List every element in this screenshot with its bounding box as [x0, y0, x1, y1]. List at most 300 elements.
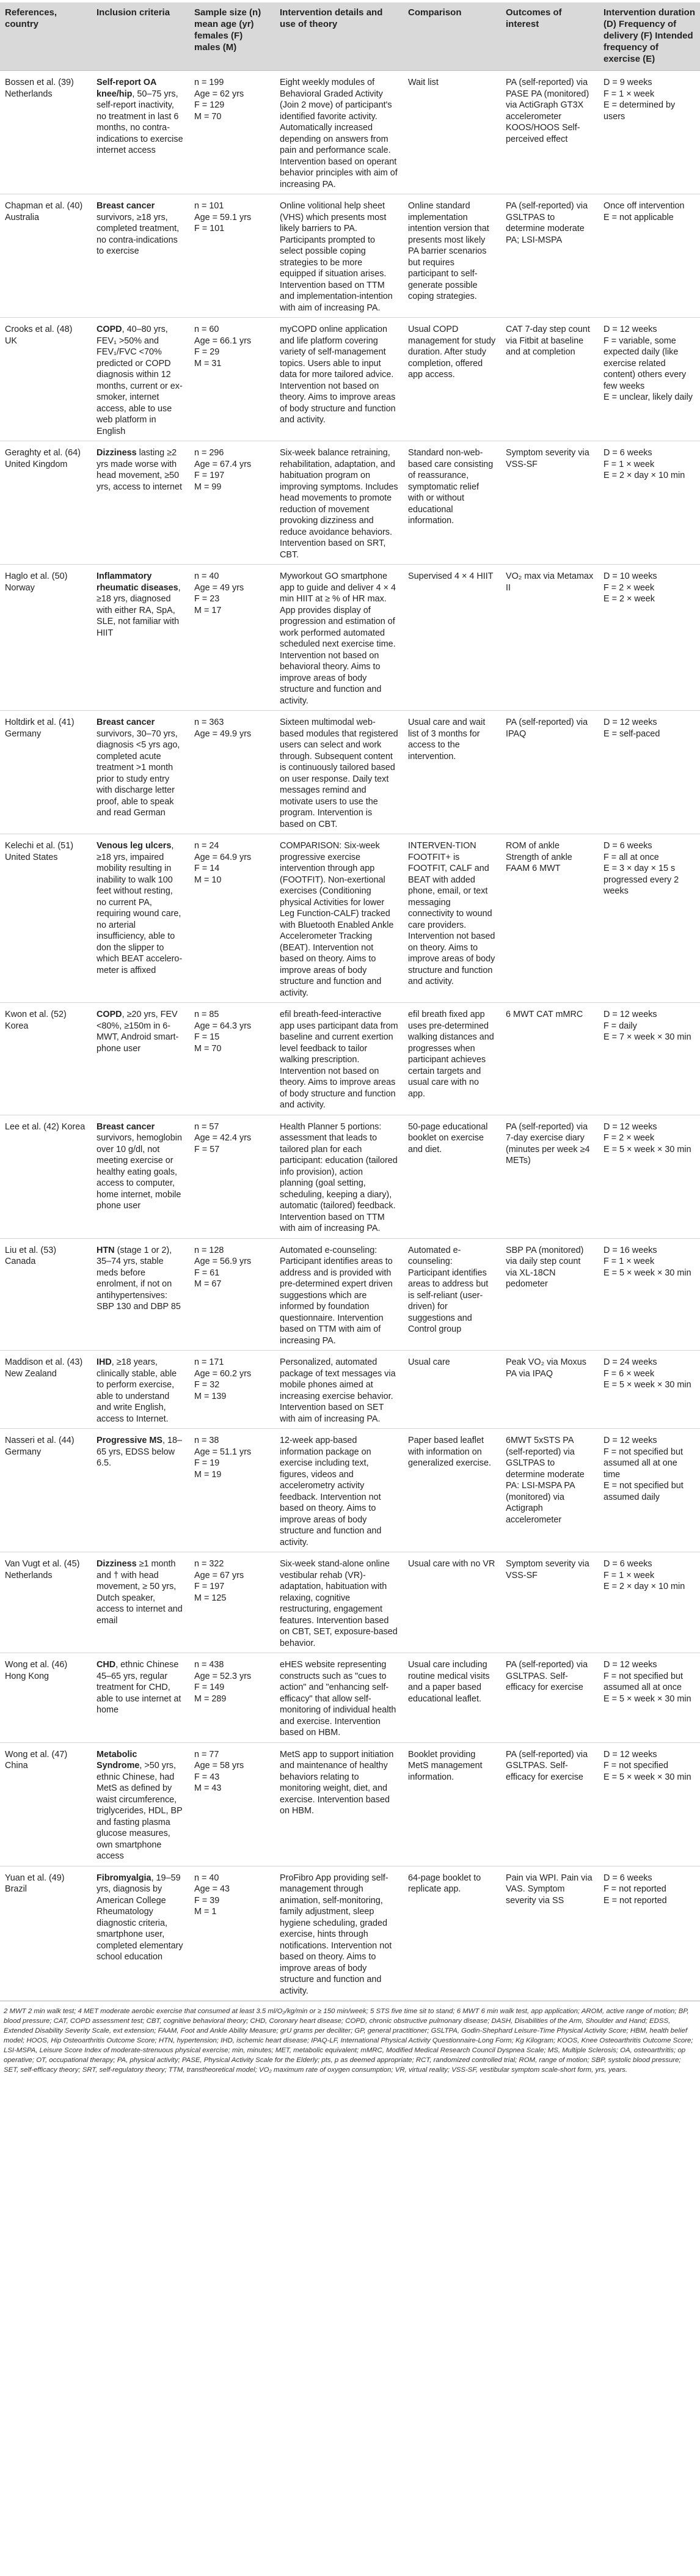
- reference-text: Haglo et al. (50) Norway: [5, 571, 68, 593]
- table-row: [0, 1429, 700, 1552]
- inclusion-criteria-cell: [92, 1003, 189, 1115]
- reference-cell: [0, 1238, 92, 1351]
- comparison-cell: [403, 1653, 501, 1743]
- sample-line: Age = 49.9 yrs: [194, 728, 252, 739]
- sample-line: F = 197: [194, 471, 225, 480]
- reference-text: Holtdirk et al. (41) Germany: [5, 717, 75, 739]
- outcomes-cell: [501, 1866, 599, 2001]
- header-duration: Intervention duration (D) Frequency of delivery (F) Intended frequency of exercise (E): [599, 2, 700, 71]
- sample-line: n = 85: [194, 1010, 219, 1019]
- table-footnote: 2 MWT 2 min walk test; 4 MET moderate aerobic exercise that consumed at least 3.5 ml/O₂/kg/min or ≥ 150 min/week; 5 STS five time sit to stand; 6 MWT 6 min walk test, app application; AROM, active range of motion; BP, blood pressure; CAT, COPD assessment test; CBT, cognitive behavioral theory; CHD, Coronary heart disease; COPD, chronic obstructive pulmonary disease; DASH, Disabilities of the Arm, Shoulder and Hand; EDSS, Extended Disability Severity Scale, ext extension; FAAM, Foot and Ankle Ability Measure; grU grams per deciliter; GP, general practitioner; GSLTPA, Godin-Shephard Leisure-Time Physical Activity Score; HBM, health belief model; HOOS, Hip Osteoarthritis Outcome Score; HTN, hypertension; IHD, ischemic heart disease; IPAQ-LF, International Physical Activity Questionnaire-Long Form; Kg Kilogram; KOOS, Knee Osteoarthritis Outcome Score; LSI-MSPA, Leisure Score Index of moderate-strenuous physical exercise; min, minutes; MET, metabolic equivalent; mMRC, Modified Medical Research Council Dyspnea Scale; MS, Multiple Sclerosis; OA, osteoarthritis; op operative; OT, occupational therapy; PA, physical activity; PASE, Physical Activity Scale for the Elderly; pts, p as deemed appropriate; RCT, randomized controlled trial; ROM, range of motion; SBP, systolic blood pressure; SET, self-efficacy theory; SRT, self-regulatory theory; TTM, transtheoretical model; VO₂ maximum rate of oxygen consumption; VR, virtual reality; VSS-SF, vestibular symptom scale-short form, yrs, years.: [0, 2001, 700, 2079]
- outcomes-cell: [501, 1742, 599, 1866]
- comparison-cell: [403, 565, 501, 711]
- condition-name: HTN: [97, 1245, 115, 1255]
- condition-name: Breast cancer: [97, 201, 155, 211]
- table-row: [0, 1238, 700, 1351]
- condition-name: Venous leg ulcers: [97, 841, 172, 851]
- criteria-text: , 19–59 yrs, diagnosis by American College Rheumatology diagnostic criteria, smartphone user, completed elementary school education: [97, 1873, 183, 1962]
- duration-line: E = not applicable: [603, 212, 674, 222]
- duration-line: E = 5 × week × 30 min: [603, 1693, 691, 1704]
- reference-text: Liu et al. (53) Canada: [5, 1245, 56, 1266]
- outcomes-text: Pain via WPI. Pain via VAS. Symptom severity via SS: [506, 1873, 592, 1906]
- intervention-cell: [275, 1552, 403, 1653]
- inclusion-criteria-cell: [92, 711, 189, 834]
- sample-line: n = 296: [194, 448, 224, 458]
- sample-line: F = 43: [194, 1772, 220, 1782]
- criteria-text: survivors, ≥18 yrs, completed treatment, no contra-indications to exercise: [97, 212, 180, 256]
- comparison-cell: [403, 834, 501, 1003]
- sample-line: M = 19: [194, 1469, 222, 1480]
- inclusion-criteria-cell: [92, 71, 189, 194]
- duration-cell: [599, 1351, 700, 1429]
- comparison-cell: [403, 711, 501, 834]
- duration-line: F = not specified but assumed all at one time: [603, 1447, 683, 1480]
- sample-line: Age = 67 yrs: [194, 1570, 244, 1580]
- inclusion-criteria-cell: [92, 1742, 189, 1866]
- sample-size-cell: [189, 711, 275, 834]
- reference-cell: [0, 711, 92, 834]
- duration-cell: [599, 441, 700, 565]
- sample-size-cell: [189, 71, 275, 194]
- condition-name: Self-report OA knee/hip: [97, 78, 156, 99]
- criteria-text: survivors, hemoglobin over 10 g/dl, not meeting exercise or healthy eating goals, access to computer, home internet, mobile phone user: [97, 1133, 182, 1211]
- duration-cell: [599, 1552, 700, 1653]
- outcomes-text: PA (self-reported) via GSLTPAS. Self-efficacy for exercise: [506, 1749, 588, 1782]
- comparison-text: 50-page educational booklet on exercise and diet.: [408, 1121, 488, 1154]
- duration-line: F = 1 × week: [603, 89, 655, 99]
- inclusion-criteria-cell: [92, 834, 189, 1003]
- sample-line: F = 57: [194, 1144, 220, 1154]
- sample-line: n = 171: [194, 1357, 224, 1367]
- reference-cell: [0, 71, 92, 194]
- condition-name: Breast cancer: [97, 717, 155, 727]
- duration-line: E = determined by users: [603, 100, 676, 122]
- reference-text: Geraghty et al. (64) United Kingdom: [5, 448, 81, 469]
- duration-line: D = 24 weeks: [603, 1357, 657, 1367]
- outcomes-cell: [501, 1552, 599, 1653]
- duration-line: F = not reported: [603, 1884, 666, 1894]
- sample-line: Age = 64.9 yrs: [194, 852, 252, 862]
- comparison-text: Paper based leaflet with information on generalized exercise.: [408, 1436, 491, 1468]
- table-row: [0, 1866, 700, 2001]
- sample-line: n = 57: [194, 1121, 219, 1132]
- intervention-cell: [275, 1115, 403, 1238]
- sample-line: F = 129: [194, 100, 225, 110]
- sample-line: Age = 67.4 yrs: [194, 459, 252, 469]
- condition-name: COPD: [97, 325, 122, 334]
- sample-size-cell: [189, 1653, 275, 1743]
- sample-line: Age = 59.1 yrs: [194, 212, 252, 222]
- sample-line: F = 149: [194, 1682, 225, 1692]
- sample-size-cell: [189, 194, 275, 318]
- reference-cell: [0, 1429, 92, 1552]
- intervention-text: 12-week app-based information package on exercise including text, figures, videos and accelerometry activity feedback. Intervention not based on theory. Aims to improve areas of body structure and function and activity.: [280, 1436, 382, 1547]
- outcomes-text: Symptom severity via VSS-SF: [506, 448, 589, 469]
- intervention-text: eHES website representing constructs such as "cues to action" and "enhancing self-efficacy" that allow self-monitoring of individual health and exercise. Intervention based on HBM.: [280, 1660, 396, 1738]
- duration-line: E = 2 × week: [603, 594, 655, 604]
- reference-cell: [0, 834, 92, 1003]
- duration-line: D = 12 weeks: [603, 1121, 657, 1132]
- reference-cell: [0, 1115, 92, 1238]
- sample-line: Age = 60.2 yrs: [194, 1368, 252, 1379]
- sample-size-cell: [189, 1866, 275, 2001]
- intervention-cell: [275, 1003, 403, 1115]
- table-row: [0, 834, 700, 1003]
- sample-line: M = 31: [194, 358, 222, 369]
- duration-line: F = 1 × week: [603, 1257, 655, 1266]
- inclusion-criteria-cell: [92, 1429, 189, 1552]
- intervention-text: Automated e-counseling: Participant identifies areas to address and is provided with pre-determined expert driven suggestions which are informed by foundation questionnaire. Intervention based on TTM with aim of increasing PA.: [280, 1245, 393, 1346]
- intervention-cell: [275, 71, 403, 194]
- sample-line: Age = 49 yrs: [194, 582, 244, 593]
- duration-line: E = 5 × week × 30 min: [603, 1268, 691, 1278]
- comparison-cell: [403, 1238, 501, 1351]
- comparison-text: Usual care including routine medical visits and a paper based educational leaflet.: [408, 1660, 490, 1704]
- outcomes-text: PA (self-reported) via GSLTPAS. Self-efficacy for exercise: [506, 1660, 588, 1692]
- duration-line: F = daily: [603, 1021, 637, 1031]
- intervention-cell: [275, 1653, 403, 1743]
- table-row: [0, 318, 700, 441]
- duration-cell: [599, 834, 700, 1003]
- reference-text: Maddison et al. (43) New Zealand: [5, 1357, 83, 1379]
- sample-line: F = 61: [194, 1268, 220, 1278]
- header-outcomes: Outcomes of interest: [501, 2, 599, 71]
- criteria-text: , ≥18 yrs, impaired mobility resulting in inability to walk 100 feet without resting, no current PA, requiring wound care, no arterial insufficiency, able to don the slipper to which BEAT accelero-meter is affixed: [97, 841, 183, 975]
- duration-line: Once off intervention: [603, 201, 685, 211]
- outcomes-cell: [501, 441, 599, 565]
- intervention-cell: [275, 194, 403, 318]
- comparison-text: Booklet providing MetS management information.: [408, 1749, 483, 1782]
- duration-line: E = unclear, likely daily: [603, 392, 693, 402]
- duration-cell: [599, 1866, 700, 2001]
- duration-line: D = 12 weeks: [603, 1436, 657, 1445]
- comparison-cell: [403, 318, 501, 441]
- sample-size-cell: [189, 1003, 275, 1115]
- duration-line: D = 12 weeks: [603, 1010, 657, 1019]
- duration-line: D = 6 weeks: [603, 1873, 652, 1883]
- criteria-text: lasting ≥2 yrs made worse with head movement, ≥50 yrs, access to internet: [97, 448, 182, 492]
- reference-cell: [0, 1351, 92, 1429]
- outcomes-cell: [501, 1653, 599, 1743]
- table-row: [0, 1115, 700, 1238]
- intervention-text: COMPARISON: Six-week progressive exercise intervention through app (FOOTFIT). Non-exertional exercises (Conditioning physical Activities for lower Leg Function-CALF) tracked with Bluetooth Enabled Ankle Accelerometer Tracking (BEAT). Intervention not based on theory. Aims to improve areas of body structure and function and activity.: [280, 841, 394, 998]
- sample-line: Age = 62 yrs: [194, 89, 244, 99]
- intervention-text: efil breath-feed-interactive app uses participant data from baseline and current exertion level feedback to tailor walking prescription. Intervention not based on theory. Aims to improve areas of body structure and function and activity.: [280, 1010, 398, 1110]
- sample-line: n = 24: [194, 841, 219, 851]
- condition-name: CHD: [97, 1660, 116, 1670]
- duration-cell: [599, 1115, 700, 1238]
- duration-line: E = 5 × week × 30 min: [603, 1772, 691, 1782]
- sample-line: n = 322: [194, 1559, 224, 1569]
- outcomes-cell: [501, 1003, 599, 1115]
- duration-line: D = 12 weeks: [603, 1749, 657, 1760]
- sample-line: n = 77: [194, 1749, 219, 1760]
- condition-name: Breast cancer: [97, 1121, 155, 1132]
- table-header-row: [0, 2, 700, 71]
- duration-line: E = 5 × week × 30 min: [603, 1144, 691, 1154]
- duration-line: E = 7 × week × 30 min: [603, 1032, 691, 1042]
- sample-line: F = 23: [194, 594, 220, 604]
- criteria-text: , ≥18 years, clinically stable, able to perform exercise, able to understand and write English, access to Internet.: [97, 1357, 177, 1424]
- duration-line: E = 5 × week × 30 min: [603, 1380, 691, 1390]
- condition-name: Dizziness: [97, 1559, 137, 1569]
- outcomes-cell: [501, 711, 599, 834]
- outcomes-cell: [501, 1238, 599, 1351]
- sample-line: F = 14: [194, 864, 220, 873]
- outcomes-cell: [501, 834, 599, 1003]
- sample-line: M = 139: [194, 1391, 227, 1401]
- sample-size-cell: [189, 1429, 275, 1552]
- criteria-text: , ≥20 yrs, FEV <80%, ≥150m in 6-MWT, Android smart-phone user: [97, 1010, 179, 1054]
- outcomes-cell: [501, 318, 599, 441]
- reference-cell: [0, 1866, 92, 2001]
- sample-line: F = 197: [194, 1582, 225, 1591]
- duration-line: E = 2 × day × 10 min: [603, 471, 685, 480]
- sample-line: M = 289: [194, 1693, 227, 1704]
- table-row: [0, 1351, 700, 1429]
- reference-cell: [0, 194, 92, 318]
- comparison-text: Usual care and wait list of 3 months for access to the intervention.: [408, 717, 486, 761]
- comparison-text: INTERVEN-TION FOOTFIT+ is FOOTFIT, CALF and BEAT with added phone, email, or text messaging connectivity to wound care providers. Intervention not based on theory. Aims to improve areas of body structure and function and activity.: [408, 841, 495, 986]
- sample-line: n = 38: [194, 1436, 219, 1445]
- sample-line: n = 60: [194, 325, 219, 334]
- outcomes-text: SBP PA (monitored) via daily step count via XL-18CN pedometer: [506, 1245, 584, 1289]
- duration-cell: [599, 194, 700, 318]
- duration-line: D = 12 weeks: [603, 1660, 657, 1670]
- inclusion-criteria-cell: [92, 1351, 189, 1429]
- intervention-text: Myworkout GO smartphone app to guide and deliver 4 × 4 min HIIT at ≥ % of HR max. App provides display of progression and estimation of work performed automated scheduled next exercise time. Intervention not based on behavioral theory. Aims to improve areas of body structure and function and activity.: [280, 571, 396, 706]
- duration-line: D = 6 weeks: [603, 448, 652, 458]
- sample-size-cell: [189, 565, 275, 711]
- intervention-cell: [275, 1429, 403, 1552]
- duration-line: E = 3 × day × 15 s progressed every 2 weeks: [603, 864, 679, 896]
- duration-line: E = not specified but assumed daily: [603, 1481, 684, 1502]
- reference-text: Nasseri et al. (44) Germany: [5, 1436, 75, 1457]
- duration-cell: [599, 1003, 700, 1115]
- comparison-cell: [403, 1552, 501, 1653]
- intervention-cell: [275, 1351, 403, 1429]
- sample-line: n = 128: [194, 1245, 224, 1255]
- sample-size-cell: [189, 834, 275, 1003]
- header-sample-size: Sample size (n) mean age (yr) females (F) males (M): [189, 2, 275, 71]
- sample-line: M = 43: [194, 1783, 222, 1793]
- outcomes-cell: [501, 1351, 599, 1429]
- condition-name: Metabolic Syndrome: [97, 1749, 140, 1771]
- sample-size-cell: [189, 1742, 275, 1866]
- reference-text: Yuan et al. (49) Brazil: [5, 1873, 65, 1894]
- outcomes-text: PA (self-reported) via IPAQ: [506, 717, 588, 739]
- outcomes-cell: [501, 1429, 599, 1552]
- criteria-text: ≥1 month and † with head movement, ≥ 50 yrs, Dutch speaker, access to internet and email: [97, 1559, 183, 1626]
- sample-line: F = 29: [194, 347, 220, 357]
- table-row: [0, 565, 700, 711]
- outcomes-text: PA (self-reported) via PASE PA (monitored) via ActiGraph GT3X accelerometer KOOS/HOOS Self-perceived effect: [506, 78, 589, 144]
- intervention-cell: [275, 711, 403, 834]
- condition-name: Inflammatory rheumatic diseases: [97, 571, 178, 593]
- sample-line: M = 1: [194, 1907, 217, 1917]
- sample-size-cell: [189, 1238, 275, 1351]
- comparison-text: Automated e-counseling: Participant identifies areas to address but is self-reliant (user-driven) for suggestions and Control group: [408, 1245, 489, 1334]
- outcomes-text: PA (self-reported) via 7-day exercise diary (minutes per week ≥4 METs): [506, 1121, 590, 1165]
- duration-cell: [599, 1742, 700, 1866]
- table-row: [0, 1552, 700, 1653]
- criteria-text: , >50 yrs, ethnic Chinese, had MetS as defined by waist circumference, triglycerides, HDL, BP and fasting plasma glucose measures, own smartphone access: [97, 1761, 183, 1861]
- reference-text: Wong et al. (47) China: [5, 1749, 68, 1771]
- sample-size-cell: [189, 1115, 275, 1238]
- comparison-cell: [403, 1429, 501, 1552]
- duration-line: F = 1 × week: [603, 459, 655, 469]
- comparison-text: Wait list: [408, 78, 439, 87]
- duration-line: D = 10 weeks: [603, 571, 657, 581]
- comparison-cell: [403, 1003, 501, 1115]
- reference-text: Crooks et al. (48) UK: [5, 325, 73, 346]
- intervention-cell: [275, 441, 403, 565]
- sample-line: n = 199: [194, 78, 224, 87]
- criteria-text: , ≥18 yrs, diagnosed with either RA, SpA, SLE, not familiar with HIIT: [97, 582, 181, 638]
- header-comparison: Comparison: [403, 2, 501, 71]
- comparison-cell: [403, 441, 501, 565]
- inclusion-criteria-cell: [92, 318, 189, 441]
- comparison-text: Usual care: [408, 1357, 450, 1367]
- intervention-cell: [275, 834, 403, 1003]
- sample-size-cell: [189, 318, 275, 441]
- reference-cell: [0, 1653, 92, 1743]
- comparison-cell: [403, 1866, 501, 2001]
- duration-line: F = not specified: [603, 1761, 668, 1771]
- sample-size-cell: [189, 441, 275, 565]
- intervention-cell: [275, 1742, 403, 1866]
- duration-cell: [599, 565, 700, 711]
- outcomes-text: Symptom severity via VSS-SF: [506, 1559, 589, 1580]
- condition-name: Fibromyalgia: [97, 1873, 151, 1883]
- sample-line: Age = 43: [194, 1884, 230, 1894]
- header-references: References, country: [0, 2, 92, 71]
- duration-line: F = not specified but assumed all at once: [603, 1671, 683, 1692]
- comparison-text: Supervised 4 × 4 HIIT: [408, 571, 494, 581]
- reference-cell: [0, 1552, 92, 1653]
- table-row: [0, 441, 700, 565]
- sample-line: F = 15: [194, 1032, 220, 1042]
- outcomes-text: Peak VO₂ via Moxus PA via IPAQ: [506, 1357, 586, 1379]
- table-row: [0, 1653, 700, 1743]
- inclusion-criteria-cell: [92, 1866, 189, 2001]
- reference-text: Van Vugt et al. (45) Netherlands: [5, 1559, 80, 1580]
- outcomes-text: PA (self-reported) via GSLTPAS to determine moderate PA; LSI-MSPA: [506, 201, 588, 245]
- comparison-cell: [403, 1351, 501, 1429]
- table-row: [0, 1742, 700, 1866]
- criteria-text: , ethnic Chinese 45–65 yrs, regular treatment for CHD, able to use internet at home: [97, 1660, 181, 1715]
- inclusion-criteria-cell: [92, 1115, 189, 1238]
- comparison-text: 64-page booklet to replicate app.: [408, 1873, 481, 1894]
- duration-cell: [599, 318, 700, 441]
- criteria-text: survivors, 30–70 yrs, diagnosis <5 yrs ago, completed acute treatment >1 month prior to study entry with discharge letter proof, able to speak and read German: [97, 728, 180, 818]
- sample-size-cell: [189, 1351, 275, 1429]
- sample-line: n = 363: [194, 717, 224, 727]
- duration-line: F = all at once: [603, 852, 659, 862]
- reference-text: Lee et al. (42) Korea: [5, 1121, 86, 1132]
- comparison-text: efil breath fixed app uses pre-determined walking distances and progresses when participant achieves certain targets and usual care with no app.: [408, 1010, 494, 1099]
- duration-line: F = 2 × week: [603, 582, 655, 593]
- intervention-text: ProFibro App providing self-management through animation, self-monitoring, family adjustment, sleep hygiene scheduling, graded exercise, hints through notifications. Intervention not based on theory. Aims to improve areas of body structure and function and activity.: [280, 1873, 392, 1996]
- reference-text: Kelechi et al. (51) United States: [5, 841, 73, 862]
- sample-line: Age = 51.1 yrs: [194, 1447, 252, 1457]
- comparison-cell: [403, 194, 501, 318]
- comparison-cell: [403, 1115, 501, 1238]
- sample-line: M = 67: [194, 1279, 222, 1289]
- header-intervention: Intervention details and use of theory: [275, 2, 403, 71]
- intervention-text: MetS app to support initiation and maintenance of healthy behaviors relating to monitoring weight, diet, and exercise. Intervention based on HBM.: [280, 1749, 394, 1816]
- sample-line: M = 70: [194, 111, 222, 122]
- reference-text: Kwon et al. (52) Korea: [5, 1010, 67, 1031]
- condition-name: Progressive MS: [97, 1436, 162, 1445]
- intervention-text: Six-week stand-alone online vestibular rehab (VR)-adaptation, habituation with relaxing, cognitive restructuring, engagement features. Intervention based on CBT, SET, exposure-based behavior.: [280, 1559, 398, 1648]
- sample-line: n = 438: [194, 1660, 224, 1670]
- table-row: [0, 1003, 700, 1115]
- outcomes-cell: [501, 1115, 599, 1238]
- duration-line: E = 2 × day × 10 min: [603, 1582, 685, 1591]
- outcomes-text: VO₂ max via Metamax II: [506, 571, 594, 593]
- sample-line: M = 10: [194, 875, 222, 885]
- comparison-text: Online standard implementation intention version that presents most likely PA barrier scenarios but requires participant to self-generate possible coping strategies.: [408, 201, 489, 301]
- intervention-text: myCOPD online application and life platform covering variety of self-management topics. Users able to input data for more tailored advice. Intervention not based on theory. Aims to improve areas of body structure and function and activity.: [280, 325, 396, 425]
- duration-cell: [599, 711, 700, 834]
- sample-line: Age = 56.9 yrs: [194, 1257, 252, 1266]
- duration-line: F = variable, some expected daily (like exercise related content) others every few weeks: [603, 336, 687, 391]
- table-row: [0, 711, 700, 834]
- condition-name: IHD: [97, 1357, 112, 1367]
- sample-line: Age = 42.4 yrs: [194, 1133, 252, 1143]
- intervention-text: Online volitional help sheet (VHS) which presents most likely barriers to PA. Participants prompted to select possible coping strategies to be more equipped if situation arises. Intervention based on TTM and implementation-intention with aim of increasing PA.: [280, 201, 393, 313]
- sample-line: M = 99: [194, 482, 222, 492]
- intervention-text: Personalized, automated package of text messages via mobile phones aimed at increasing exercise behavior. Intervention based on SET with aim of increasing PA.: [280, 1357, 396, 1424]
- duration-cell: [599, 1238, 700, 1351]
- sample-line: Age = 52.3 yrs: [194, 1671, 252, 1681]
- outcomes-text: 6 MWT CAT mMRC: [506, 1010, 583, 1019]
- outcomes-cell: [501, 565, 599, 711]
- comparison-text: Usual COPD management for study duration. After study completion, offered app access.: [408, 325, 496, 380]
- reference-cell: [0, 318, 92, 441]
- intervention-cell: [275, 565, 403, 711]
- sample-line: F = 32: [194, 1380, 220, 1390]
- outcomes-cell: [501, 194, 599, 318]
- sample-line: M = 17: [194, 605, 222, 615]
- intervention-cell: [275, 318, 403, 441]
- reference-cell: [0, 1003, 92, 1115]
- comparison-text: Usual care with no VR: [408, 1559, 495, 1569]
- comparison-cell: [403, 71, 501, 194]
- table-body: [0, 71, 700, 2001]
- reference-cell: [0, 565, 92, 711]
- sample-line: Age = 64.3 yrs: [194, 1021, 252, 1031]
- table-row: [0, 194, 700, 318]
- criteria-text: (stage 1 or 2), 35–74 yrs, stable meds before enrolment, if not on antihypertensives: SBP 130 and DBP 85: [97, 1245, 181, 1312]
- duration-cell: [599, 1429, 700, 1552]
- duration-line: D = 6 weeks: [603, 841, 652, 851]
- inclusion-criteria-cell: [92, 194, 189, 318]
- sample-line: n = 40: [194, 1873, 219, 1883]
- sample-line: Age = 58 yrs: [194, 1761, 244, 1771]
- intervention-text: Sixteen multimodal web-based modules that registered users can select and work through. Subsequent content is continuously tailored based on user response. Daily text messages remind and motivate users to use the program. Intervention is based on CBT.: [280, 717, 398, 829]
- sample-line: F = 39: [194, 1895, 220, 1906]
- outcomes-text: ROM of ankle Strength of ankle FAAM 6 MWT: [506, 841, 572, 873]
- comparison-cell: [403, 1742, 501, 1866]
- duration-line: D = 16 weeks: [603, 1245, 657, 1255]
- outcomes-text: 6MWT 5xSTS PA (self-reported) via GSLTPAS to determine moderate PA: LSI-MSPA PA (monitored) via Actigraph accelerometer: [506, 1436, 585, 1525]
- criteria-text: , 18–65 yrs, EDSS below 6.5.: [97, 1436, 182, 1468]
- duration-line: F = 2 × week: [603, 1133, 655, 1143]
- duration-line: F = 6 × week: [603, 1368, 655, 1379]
- reference-cell: [0, 441, 92, 565]
